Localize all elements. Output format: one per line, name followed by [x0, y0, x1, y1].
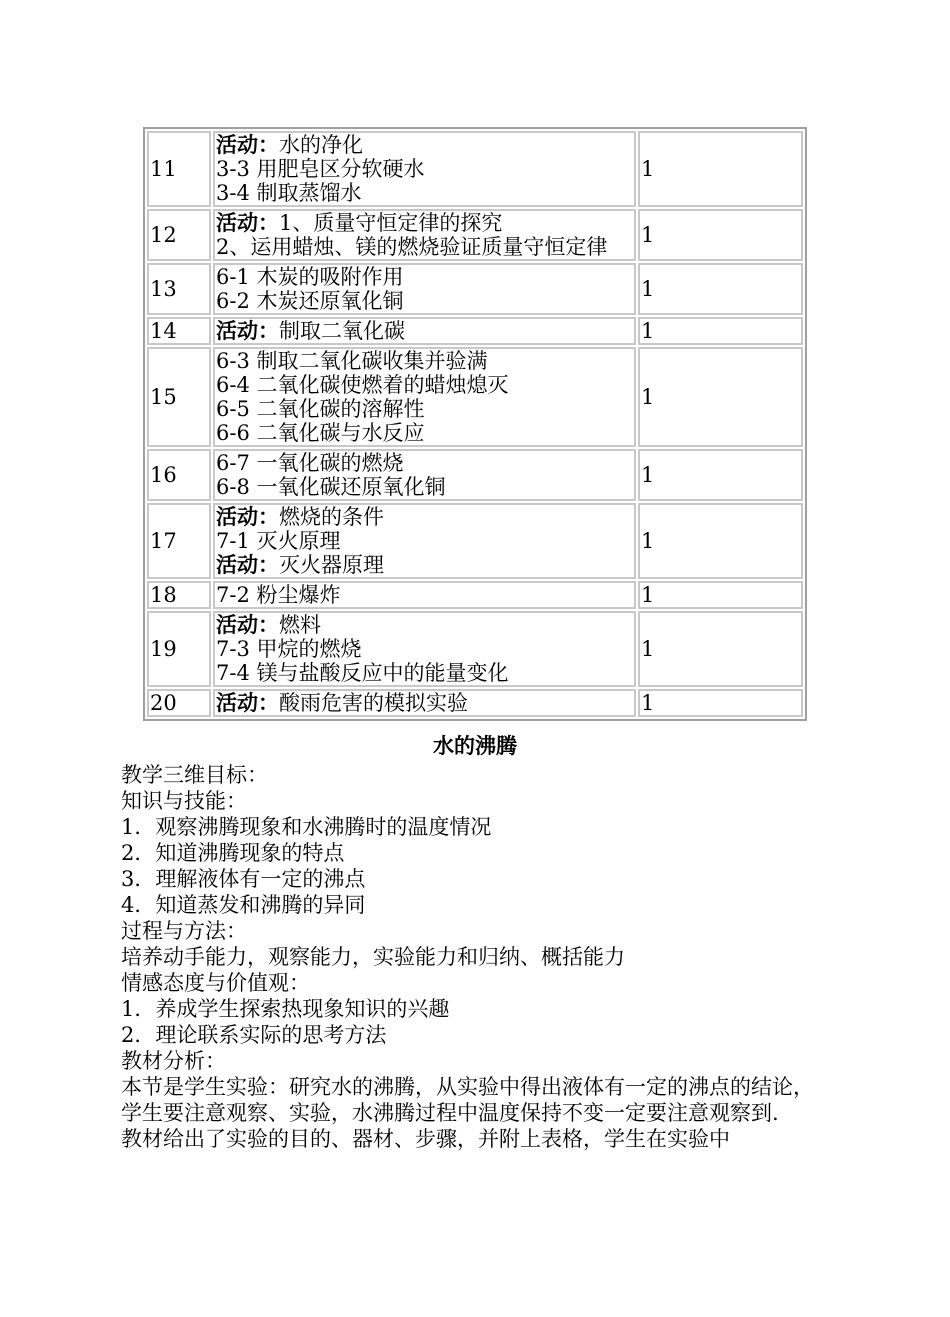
section-body: [121, 762, 821, 1152]
row-number-cell: 14: [147, 317, 211, 345]
body-paragraph: 2．理论联系实际的思考方法: [121, 1023, 387, 1047]
table-row: [147, 581, 803, 609]
experiment-line: [216, 613, 633, 637]
experiment-line: [216, 583, 633, 607]
class-hours-cell: 1: [638, 503, 803, 579]
body-paragraph: 知识与技能：: [121, 789, 247, 813]
class-hours-cell: 1: [638, 611, 803, 687]
class-hours-cell: 1: [638, 209, 803, 261]
body-paragraph: 教材分析：: [121, 1049, 226, 1073]
experiment-content-cell: [213, 347, 636, 447]
experiment-line: [216, 157, 633, 181]
experiment-line: [216, 451, 633, 475]
class-hours-cell: 1: [638, 317, 803, 345]
experiment-text: 灭火器原理: [279, 553, 384, 577]
experiment-text: 6-4 二氧化碳使燃着的蜡烛熄灭: [216, 373, 509, 397]
experiment-text: 6-3 制取二氧化碳收集并验满: [216, 349, 488, 373]
body-paragraph: 本节是学生实验：研究水的沸腾，从实验中得出液体有一定的沸点的结论，学生要注意观察、实验，水沸腾过程中温度保持不变一定要注意观察到.: [121, 1075, 814, 1125]
experiment-text: 燃烧的条件: [279, 505, 384, 529]
experiment-text: 6-2 木炭还原氧化铜: [216, 289, 404, 313]
experiment-text: 6-1 木炭的吸附作用: [216, 265, 404, 289]
row-number-cell: 16: [147, 449, 211, 501]
experiment-text: 酸雨危害的模拟实验: [279, 691, 468, 715]
experiment-line: [216, 373, 633, 397]
class-hours-cell: 1: [638, 131, 803, 207]
class-hours-cell: 1: [638, 449, 803, 501]
row-number-cell: 13: [147, 263, 211, 315]
experiment-text: 7-1 灭火原理: [216, 529, 341, 553]
body-paragraph: 情感态度与价值观：: [121, 971, 310, 995]
section-title: 水的沸腾: [433, 734, 517, 758]
table-row: [147, 347, 803, 447]
experiment-text: 燃料: [279, 613, 321, 637]
experiment-content-cell: [213, 209, 636, 261]
experiment-text: 1、质量守恒定律的探究: [279, 211, 503, 235]
experiment-line: [216, 211, 633, 235]
table-row: [147, 209, 803, 261]
row-number-cell: 12: [147, 209, 211, 261]
activity-keyword: 活动：: [216, 211, 279, 235]
body-paragraph: 培养动手能力，观察能力，实验能力和归纳、概括能力: [121, 945, 625, 969]
experiment-line: [216, 133, 633, 157]
experiment-text: 7-2 粉尘爆炸: [216, 583, 341, 607]
experiment-text: 6-6 二氧化碳与水反应: [216, 421, 425, 445]
body-paragraph: 4．知道蒸发和沸腾的异同: [121, 893, 366, 917]
experiment-line: [216, 505, 633, 529]
row-number-cell: 15: [147, 347, 211, 447]
experiment-line: [216, 181, 633, 205]
experiment-text: 2、运用蜡烛、镁的燃烧验证质量守恒定律: [216, 235, 608, 259]
row-number-cell: 20: [147, 689, 211, 717]
experiment-line: [216, 397, 633, 421]
experiment-text: 6-5 二氧化碳的溶解性: [216, 397, 425, 421]
class-hours-cell: 1: [638, 347, 803, 447]
experiment-line: [216, 265, 633, 289]
experiment-table-body: [147, 131, 803, 717]
table-row: [147, 131, 803, 207]
experiment-line: [216, 529, 633, 553]
experiment-table: [143, 127, 807, 721]
class-hours-cell: 1: [638, 581, 803, 609]
experiment-line: [216, 475, 633, 499]
experiment-line: [216, 349, 633, 373]
experiment-text: 7-4 镁与盐酸反应中的能量变化: [216, 661, 509, 685]
experiment-line: [216, 637, 633, 661]
table-row: [147, 317, 803, 345]
table-row: [147, 503, 803, 579]
experiment-text: 3-3 用肥皂区分软硬水: [216, 157, 425, 181]
activity-keyword: 活动：: [216, 553, 279, 577]
body-paragraph: 教材给出了实验的目的、器材、步骤，并附上表格，学生在实验中: [121, 1127, 730, 1151]
class-hours-cell: 1: [638, 263, 803, 315]
experiment-content-cell: [213, 611, 636, 687]
row-number-cell: 18: [147, 581, 211, 609]
experiment-text: 7-3 甲烷的燃烧: [216, 637, 362, 661]
body-paragraph: 过程与方法：: [121, 919, 247, 943]
table-row: [147, 611, 803, 687]
activity-keyword: 活动：: [216, 319, 279, 343]
experiment-content-cell: [213, 503, 636, 579]
experiment-text: 6-7 一氧化碳的燃烧: [216, 451, 404, 475]
experiment-content-cell: [213, 581, 636, 609]
activity-keyword: 活动：: [216, 505, 279, 529]
activity-keyword: 活动：: [216, 691, 279, 715]
activity-keyword: 活动：: [216, 133, 279, 157]
row-number-cell: 19: [147, 611, 211, 687]
experiment-line: [216, 691, 633, 715]
experiment-content-cell: [213, 131, 636, 207]
experiment-text: 制取二氧化碳: [279, 319, 405, 343]
experiment-line: [216, 319, 633, 343]
activity-keyword: 活动：: [216, 613, 279, 637]
experiment-text: 6-8 一氧化碳还原氧化铜: [216, 475, 446, 499]
experiment-line: [216, 553, 633, 577]
table-row: [147, 689, 803, 717]
class-hours-cell: 1: [638, 689, 803, 717]
row-number-cell: 17: [147, 503, 211, 579]
experiment-line: [216, 235, 633, 259]
experiment-text: 3-4 制取蒸馏水: [216, 181, 362, 205]
body-paragraph: 3．理解液体有一定的沸点: [121, 867, 366, 891]
experiment-line: [216, 421, 633, 445]
body-paragraph: 1．观察沸腾现象和水沸腾时的温度情况: [121, 815, 492, 839]
body-paragraph: 教学三维目标：: [121, 763, 268, 787]
experiment-content-cell: [213, 317, 636, 345]
table-row: [147, 263, 803, 315]
table-row: [147, 449, 803, 501]
experiment-content-cell: [213, 449, 636, 501]
row-number-cell: 11: [147, 131, 211, 207]
experiment-line: [216, 289, 633, 313]
experiment-content-cell: [213, 689, 636, 717]
experiment-content-cell: [213, 263, 636, 315]
experiment-line: [216, 661, 633, 685]
experiment-text: 水的净化: [279, 133, 363, 157]
body-paragraph: 2．知道沸腾现象的特点: [121, 841, 345, 865]
body-paragraph: 1．养成学生探索热现象知识的兴趣: [121, 997, 450, 1021]
